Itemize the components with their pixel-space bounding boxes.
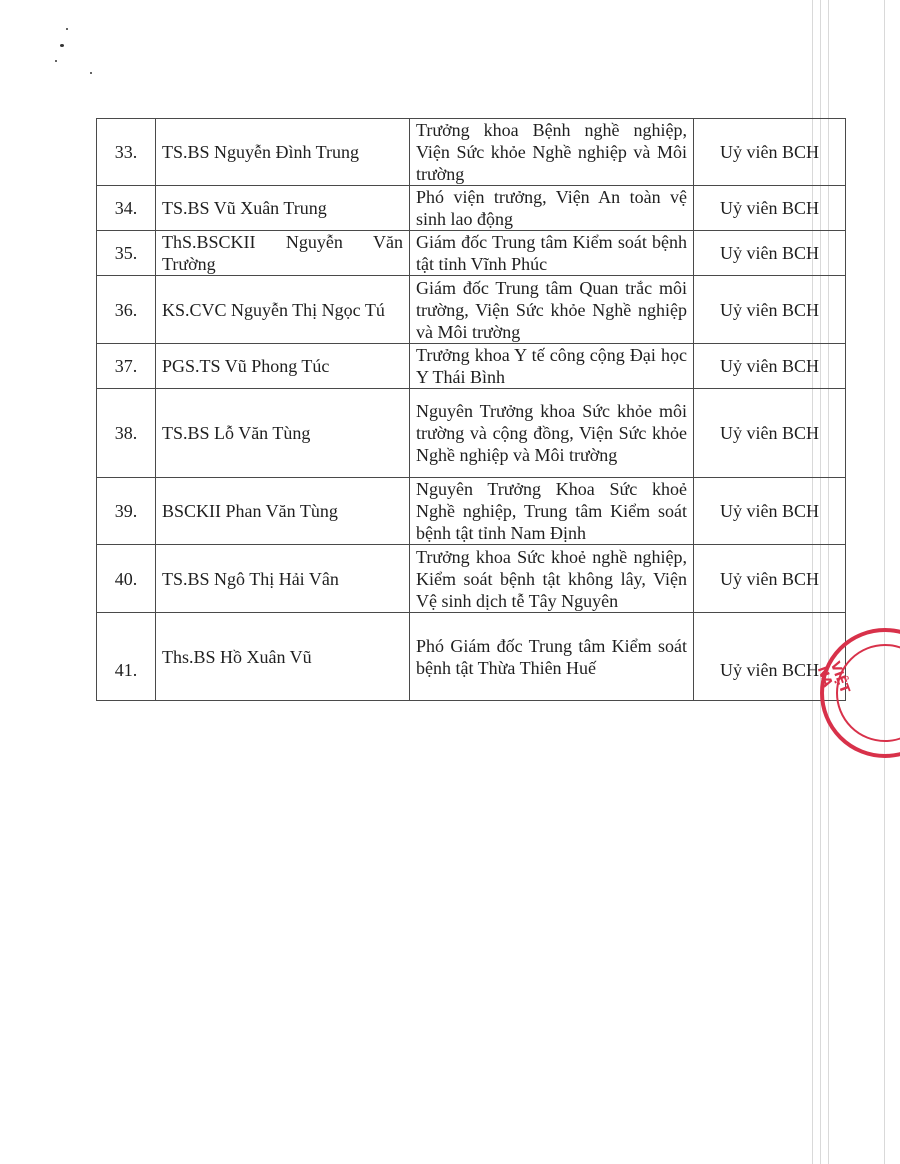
scan-speck: [90, 72, 92, 74]
member-organization: Trưởng khoa Y tế công cộng Đại học Y Thái Bình: [410, 344, 694, 389]
member-role: Uỷ viên BCH: [694, 344, 846, 389]
member-organization: Giám đốc Trung tâm Quan trắc môi trường, Viện Sức khỏe Nghề nghiệp và Môi trường: [410, 276, 694, 344]
table-row: [97, 186, 846, 231]
table-row: [97, 276, 846, 344]
row-number: 38.: [97, 389, 156, 478]
member-organization: Nguyên Trưởng Khoa Sức khoẻ Nghề nghiệp, Trung tâm Kiểm soát bệnh tật tỉnh Nam Định: [410, 478, 694, 545]
table-row: [97, 119, 846, 186]
row-number: 33.: [97, 119, 156, 186]
member-name: ThS.BSCKII Nguyễn Văn Trường: [156, 231, 410, 276]
scan-speck: [66, 28, 68, 30]
row-number: 41.: [97, 613, 156, 701]
row-number: 40.: [97, 545, 156, 613]
seal-text: VIỆT NA: [813, 659, 853, 696]
scan-line: [884, 0, 885, 1164]
member-name: TS.BS Nguyễn Đình Trung: [156, 119, 410, 186]
members-table: [96, 118, 853, 701]
scan-speck: [55, 60, 57, 62]
member-organization: Nguyên Trưởng khoa Sức khỏe môi trường và cộng đồng, Viện Sức khỏe Nghề nghiệp và Môi trường: [410, 389, 694, 478]
member-role: Uỷ viên BCH: [694, 613, 846, 701]
member-role: Uỷ viên BCH: [694, 276, 846, 344]
row-number: 36.: [97, 276, 156, 344]
member-role: Uỷ viên BCH: [694, 186, 846, 231]
member-name: BSCKII Phan Văn Tùng: [156, 478, 410, 545]
member-name: KS.CVC Nguyễn Thị Ngọc Tú: [156, 276, 410, 344]
member-organization: Giám đốc Trung tâm Kiểm soát bệnh tật tỉnh Vĩnh Phúc: [410, 231, 694, 276]
table-row: [97, 389, 846, 478]
table-row: [97, 478, 846, 545]
member-role: Uỷ viên BCH: [694, 478, 846, 545]
table-row: [97, 613, 846, 701]
member-name: TS.BS Ngô Thị Hải Vân: [156, 545, 410, 613]
member-organization: Phó Giám đốc Trung tâm Kiểm soát bệnh tật Thừa Thiên Huế: [410, 613, 694, 701]
member-name: PGS.TS Vũ Phong Túc: [156, 344, 410, 389]
member-name: Ths.BS Hồ Xuân Vũ: [156, 613, 410, 701]
member-name: TS.BS Vũ Xuân Trung: [156, 186, 410, 231]
table-row: [97, 231, 846, 276]
member-organization: Trưởng khoa Sức khoẻ nghề nghiệp, Kiểm soát bệnh tật không lây, Viện Vệ sinh dịch tễ Tây Nguyên: [410, 545, 694, 613]
table-row: [97, 344, 846, 389]
member-organization: Phó viện trưởng, Viện An toàn vệ sinh lao động: [410, 186, 694, 231]
member-name: TS.BS Lỗ Văn Tùng: [156, 389, 410, 478]
member-role: Uỷ viên BCH: [694, 545, 846, 613]
row-number: 39.: [97, 478, 156, 545]
row-number: 35.: [97, 231, 156, 276]
member-role: Uỷ viên BCH: [694, 231, 846, 276]
scan-speck: [60, 44, 64, 47]
member-role: Uỷ viên BCH: [694, 389, 846, 478]
table-row: [97, 545, 846, 613]
member-role: Uỷ viên BCH: [694, 119, 846, 186]
row-number: 34.: [97, 186, 156, 231]
member-organization: Trưởng khoa Bệnh nghề nghiệp, Viện Sức khỏe Nghề nghiệp và Môi trường: [410, 119, 694, 186]
row-number: 37.: [97, 344, 156, 389]
